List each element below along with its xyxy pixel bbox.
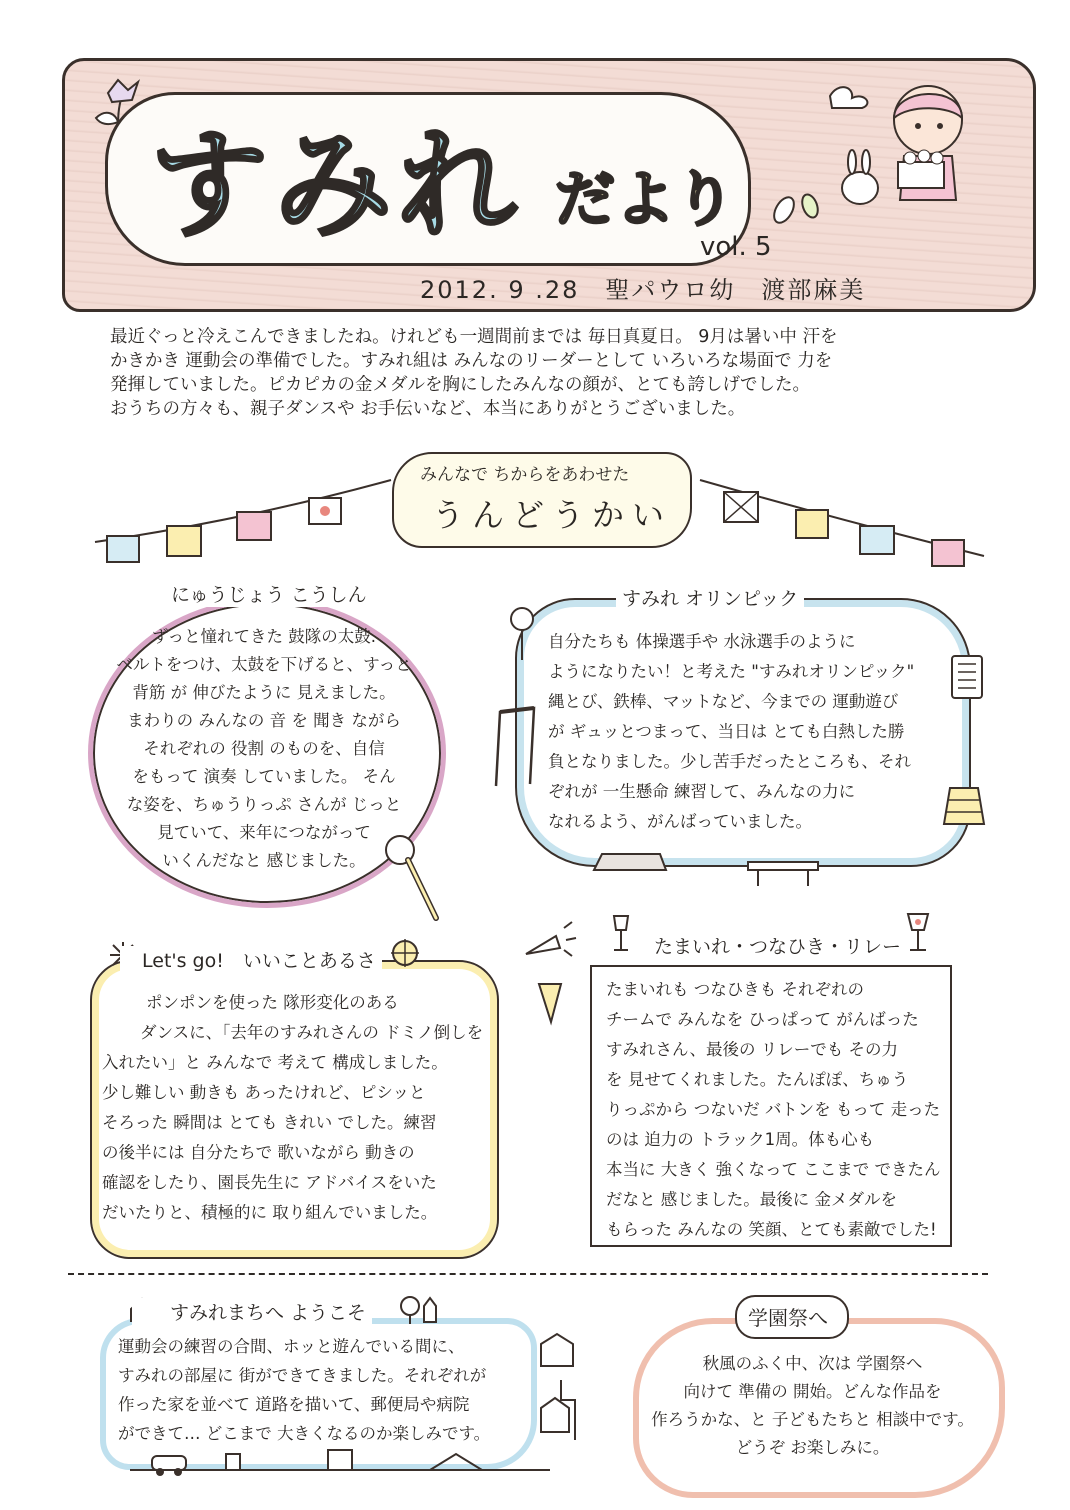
lets-body [102,988,488,1228]
road-illustration [130,1450,550,1480]
pompom-icon [388,936,422,970]
mat-icon [948,652,988,702]
olympic-line: なれるよう、がんばっていました。 [548,812,812,831]
trophy-icon [898,910,938,956]
girl-illustration [840,78,1020,228]
gakuen-line: 秋風のふく中、次は 学園祭へ [702,1354,923,1373]
intro-line: おうちの方々も、親子ダンスや お手伝いなど、本当にありがとうございました。 [110,399,746,419]
intro-paragraph [110,325,990,421]
newsletter-subtitle: だより [555,165,735,235]
gakuen-body [640,1350,985,1462]
olympic-line: が ギュッとつまって、当日は とても白熱した勝 [548,722,905,741]
nyujo-line: な姿を、ちゅうりっぷ さんが じっと [126,795,402,814]
lets-line: そろった 瞬間は とても きれい でした。練習 [102,1113,437,1132]
tama-title: たまいれ・つなひき・リレー [648,932,907,959]
lets-line: ポンポンを使った 隊形変化のある [146,993,399,1012]
machi-line: 運動会の練習の合間、ホッと遊んでいる間に、 [118,1337,465,1356]
trophy-icon [606,912,636,956]
megaphone-icon [520,918,580,968]
nyujo-line: いくんだなと 感じました。 [162,851,366,870]
section-divider [68,1273,988,1275]
tama-line: だなと 感じました。最後に 金メダルを [606,1190,897,1209]
ring-icon [508,605,538,665]
olympic-line: 自分たちも 体操選手や 水泳選手のように [548,632,856,651]
tama-line: を 見せてくれました。たんぽぽ、ちゅう [606,1070,909,1089]
gakuen-line: 向けて 準備の 開始。どんな作品を [683,1382,942,1401]
drumstick-icon [380,830,450,930]
town-illustration [535,1330,585,1440]
nyujo-line: それぞれの 役割 のものを、自信 [143,739,385,758]
nyujo-line: 背筋 が 伸びたように 見えました。 [132,683,396,702]
trampoline-icon [590,848,670,878]
lets-line: 少し難しい 動きも あったけれど、ピシッと [102,1083,426,1102]
machi-body [118,1332,518,1448]
tama-body [606,975,941,1245]
olympic-line: ぞれが 一生懸命 練習して、みんなの力に [548,782,856,801]
olympic-body [548,627,940,837]
gakuen-line: 作ろうかな、と 子どもたちと 相談中です。 [651,1410,974,1429]
intro-line: 発揮していました。ピカピカの金メダルを胸にしたみんなの顔が、とても誇しげでした。 [110,375,810,395]
lets-title: Let's go! いいことあるさ [120,946,382,973]
nyujo-title: にゅうじょう こうしん [165,580,373,607]
machi-line: すみれの部屋に 街ができてきました。それぞれが [118,1366,487,1385]
nyujo-line: まわりの みんなの 音 を 聞き ながら [127,711,401,730]
lets-line: ダンスに、「去年のすみれさんの ドミノ倒しを [140,1023,484,1042]
nyujo-body [108,623,420,875]
bench-icon [744,858,824,892]
lets-line: 確認をしたり、園長先生に アドバイスをいた [102,1173,437,1192]
olympic-line: 縄とび、鉄棒、マットなど、今までの 運動遊び [548,692,899,711]
olympic-line: 負となりました。少し苦手だったところも、それ [548,752,911,771]
bunting-left [95,470,395,580]
nyujo-line: ベルトをつけ、太鼓を下げると、すっと [116,655,412,674]
flag-icon [535,978,565,1028]
volume-number: vol. 5 [700,232,772,262]
tama-line: たまいれも つなひきも それぞれの [606,980,864,999]
machi-line: 作った家を並べて 道路を描いて、郵便局や病院 [118,1395,470,1414]
leaf-icon [770,190,830,230]
banner-subtitle: みんなで ちからをあわせた [420,465,630,485]
intro-line: かきかき 運動会の準備でした。すみれ組は みんなのリーダーとして いろいろな場面で 力を [110,351,833,371]
lets-line: だいたりと、積極的に 取り組んでいました。 [102,1203,438,1222]
tama-line: 本当に 大きく 強くなって ここまで できたん [606,1160,941,1179]
bar-icon [490,700,540,790]
dateline: 2012. 9 .28 聖パウロ幼 渡部麻美 [420,276,866,304]
gakuen-title: 学園祭へ [748,1306,828,1330]
vaulting-box-icon [940,780,990,830]
banner-title: うんどうかい [432,496,673,534]
tree-icon [398,1294,438,1326]
nyujo-line: をもって 演奏 していました。 そん [132,767,396,786]
tama-line: もらった みんなの 笑顔、とても素敵でした! [606,1220,937,1239]
nyujo-line: 見ていて、来年につながって [157,823,371,842]
tama-line: チームで みんなを ひっぱって がんばった [606,1010,919,1029]
machi-line: ができて… どこまで 大きくなるのか楽しみです。 [118,1424,491,1443]
tama-line: すみれさん、最後の リレーでも その力 [606,1040,898,1059]
tama-line: りっぷから つないだ バトンを もって 走った [606,1100,941,1119]
olympic-title: すみれ オリンピック [616,584,804,611]
lets-line: の後半には 自分たちで 歌いながら 動きの [102,1143,415,1162]
olympic-line: ようになりたい！と考えた "すみれオリンピック" [548,662,915,681]
gakuen-line: どうぞ お楽しみに。 [735,1438,890,1457]
tama-line: のは 迫力の トラック1周。体も心も [606,1130,875,1149]
lets-line: 入れたい」と みんなで 考えて 構成しました。 [102,1053,448,1072]
newsletter-title: すみれ [150,116,523,254]
bunting-right [700,470,990,580]
intro-line: 最近ぐっと冷えこんできましたね。けれども一週間前までは 毎日真夏日。 9月は暑い中 汗を [110,327,838,347]
nyujo-line: ずっと憧れてきた 鼓隊の太鼓. [152,627,376,646]
machi-title: すみれまちへ ようこそ [132,1298,372,1325]
